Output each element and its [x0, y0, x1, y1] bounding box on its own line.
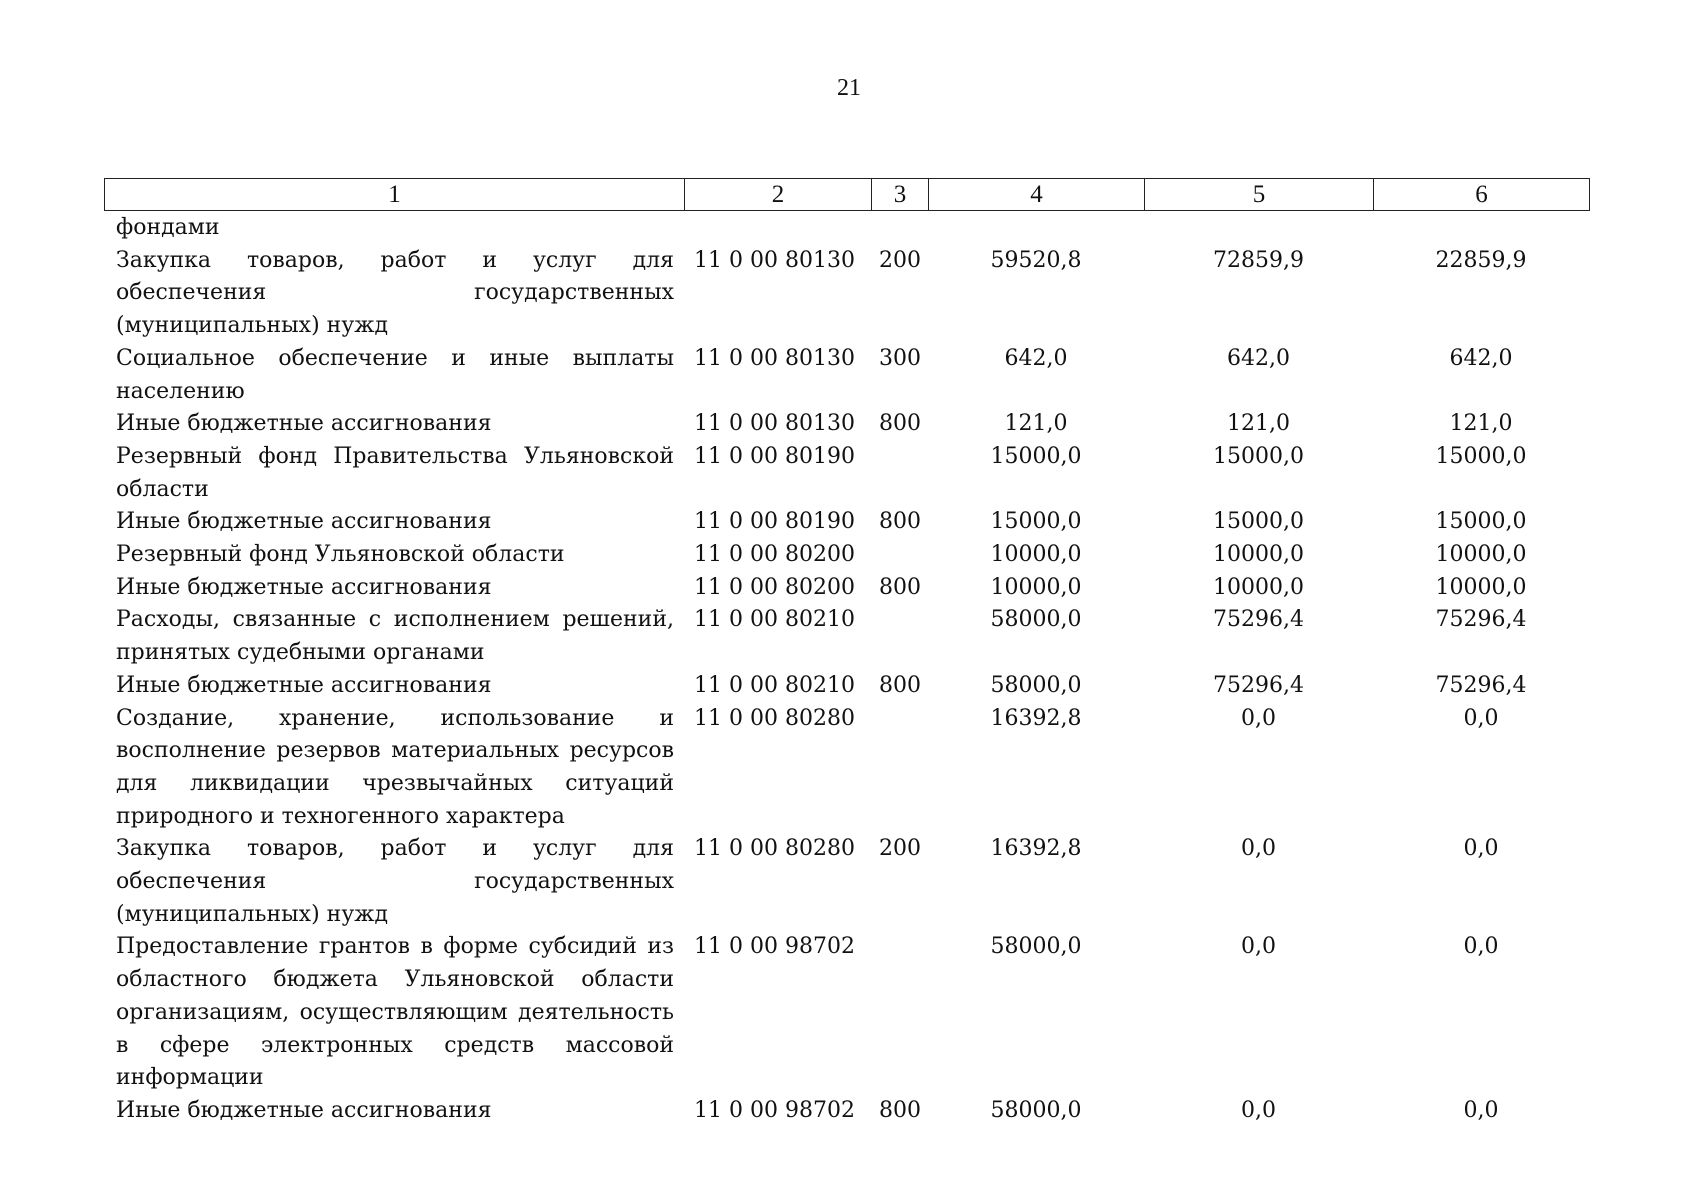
row-expense-type	[871, 441, 928, 506]
row-code: 11 0 00 80280	[694, 705, 855, 731]
row-expense-type: 200	[879, 247, 921, 273]
row-code: 11 0 00 80200	[694, 574, 855, 600]
row-code: 11 0 00 80130	[694, 247, 855, 273]
table-row	[104, 506, 1589, 539]
row-name: Иные бюджетные ассигнования	[116, 509, 492, 535]
row-value-col6: 121,0	[1449, 411, 1513, 437]
table-row	[104, 539, 1589, 572]
row-expense-type: 800	[879, 509, 921, 535]
row-name: Иные бюджетные ассигнования	[116, 411, 492, 437]
row-code: 11 0 00 98702	[694, 1097, 855, 1123]
table-row	[104, 572, 1589, 605]
row-value-col6: 10000,0	[1435, 542, 1527, 568]
table-row	[104, 670, 1589, 703]
table-row	[104, 441, 1589, 506]
row-code: 11 0 00 80190	[694, 443, 855, 469]
row-value-col5: 72859,9	[1213, 247, 1304, 273]
row-value-col4: 58000,0	[990, 1097, 1082, 1123]
row-value-col6: 642,0	[1449, 345, 1513, 371]
row-expense-type: 200	[879, 836, 921, 862]
row-value-col4: 58000,0	[990, 934, 1082, 960]
row-code: 11 0 00 98702	[694, 934, 855, 960]
row-code: 11 0 00 80130	[694, 345, 855, 371]
row-value-col4: 16392,8	[990, 836, 1082, 862]
row-value-col4: 10000,0	[990, 574, 1082, 600]
row-value-col5: 10000,0	[1213, 542, 1304, 568]
column-header-3: 3	[872, 179, 929, 211]
row-code: 11 0 00 80190	[694, 509, 855, 535]
row-name: Предоставление грантов в форме субсидий из областного бюджета Ульяновской области организациям, осуществляющим деятельность в сфере электронных средств массовой информации	[116, 934, 674, 1091]
row-value-col4: 59520,8	[990, 247, 1082, 273]
column-header-5: 5	[1145, 179, 1374, 211]
row-value-col6: 22859,9	[1435, 247, 1527, 273]
table-row	[104, 245, 1589, 343]
table-row	[104, 931, 1589, 1095]
row-value-col6: 15000,0	[1435, 509, 1527, 535]
row-name: Расходы, связанные с исполнением решений, принятых судебными органами	[116, 607, 674, 666]
row-code: 11 0 00 80130	[694, 411, 855, 437]
row-value-col4: 16392,8	[990, 705, 1082, 731]
row-value-col5: 75296,4	[1213, 607, 1304, 633]
row-value-col5: 0,0	[1241, 836, 1276, 862]
row-name: Закупка товаров, работ и услуг для обеспечения государственных (муниципальных) нужд	[116, 247, 674, 339]
row-value-col5: 75296,4	[1213, 672, 1304, 698]
row-name: Иные бюджетные ассигнования	[116, 672, 492, 698]
row-expense-type: 800	[879, 574, 921, 600]
column-header-6: 6	[1374, 179, 1590, 211]
row-expense-type: 800	[879, 411, 921, 437]
row-name: Иные бюджетные ассигнования	[116, 1097, 492, 1123]
row-value-col6: 75296,4	[1435, 672, 1527, 698]
row-value-col6: 0,0	[1463, 934, 1499, 960]
row-value-col6: 0,0	[1463, 705, 1499, 731]
row-value-col4: 15000,0	[990, 443, 1082, 469]
row-expense-type: 800	[879, 672, 921, 698]
row-expense-type	[871, 931, 928, 1095]
row-name: Закупка товаров, работ и услуг для обеспечения государственных (муниципальных) нужд	[116, 836, 674, 927]
table-row	[104, 604, 1589, 669]
row-expense-type: 800	[879, 1097, 921, 1123]
row-value-col4: 10000,0	[990, 542, 1082, 568]
row-value-col4: 58000,0	[990, 672, 1082, 698]
budget-table	[104, 212, 1589, 1128]
row-value-col5: 15000,0	[1213, 509, 1304, 535]
row-name: Резервный фонд Правительства Ульяновской области	[116, 443, 674, 502]
row-value-col6: 0,0	[1463, 836, 1499, 862]
row-name: Иные бюджетные ассигнования	[116, 574, 492, 600]
row-value-col5: 642,0	[1227, 345, 1290, 371]
table-row	[104, 343, 1589, 408]
column-header-1: 1	[105, 179, 685, 211]
row-expense-type	[871, 604, 928, 669]
row-value-col4: 642,0	[1004, 345, 1068, 371]
row-value-col6: 75296,4	[1435, 607, 1527, 633]
table-row	[104, 1095, 1589, 1128]
table-row	[104, 703, 1589, 834]
row-value-col5: 15000,0	[1213, 443, 1304, 469]
column-header-4: 4	[929, 179, 1145, 211]
table-row	[104, 408, 1589, 441]
row-value-col5: 0,0	[1241, 705, 1276, 731]
row-value-col5: 10000,0	[1213, 574, 1304, 600]
row-value-col6: 15000,0	[1435, 443, 1527, 469]
column-header-row	[105, 179, 1590, 211]
row-expense-type	[871, 539, 928, 572]
row-code: 11 0 00 80200	[694, 542, 855, 568]
row-code	[684, 212, 871, 245]
row-name: Резервный фонд Ульяновской области	[116, 542, 565, 568]
row-name: Создание, хранение, использование и восполнение резервов материальных ресурсов для ликвидации чрезвычайных ситуаций природного и техногенного характера	[116, 705, 674, 829]
row-value-col5: 0,0	[1241, 934, 1276, 960]
column-header-table	[104, 178, 1590, 211]
row-name: Социальное обеспечение и иные выплаты населению	[116, 345, 674, 404]
column-header-2: 2	[685, 179, 872, 211]
row-value-col6	[1373, 212, 1589, 245]
row-value-col4	[928, 212, 1144, 245]
row-value-col4: 58000,0	[990, 607, 1082, 633]
row-value-col5: 121,0	[1227, 411, 1290, 437]
row-value-col5	[1144, 212, 1373, 245]
table-row	[104, 212, 1589, 245]
row-value-col4: 15000,0	[990, 509, 1082, 535]
row-name: фондами	[116, 215, 220, 240]
row-code: 11 0 00 80210	[694, 672, 855, 698]
table-row	[104, 833, 1589, 931]
row-expense-type: 300	[879, 345, 921, 371]
row-value-col5: 0,0	[1241, 1097, 1276, 1123]
page-number: 21	[837, 75, 861, 101]
row-value-col6: 0,0	[1463, 1097, 1499, 1123]
row-expense-type	[871, 212, 928, 245]
row-value-col4: 121,0	[1004, 411, 1068, 437]
row-code: 11 0 00 80210	[694, 607, 855, 633]
row-code: 11 0 00 80280	[694, 836, 855, 862]
row-expense-type	[871, 703, 928, 834]
row-value-col6: 10000,0	[1435, 574, 1527, 600]
